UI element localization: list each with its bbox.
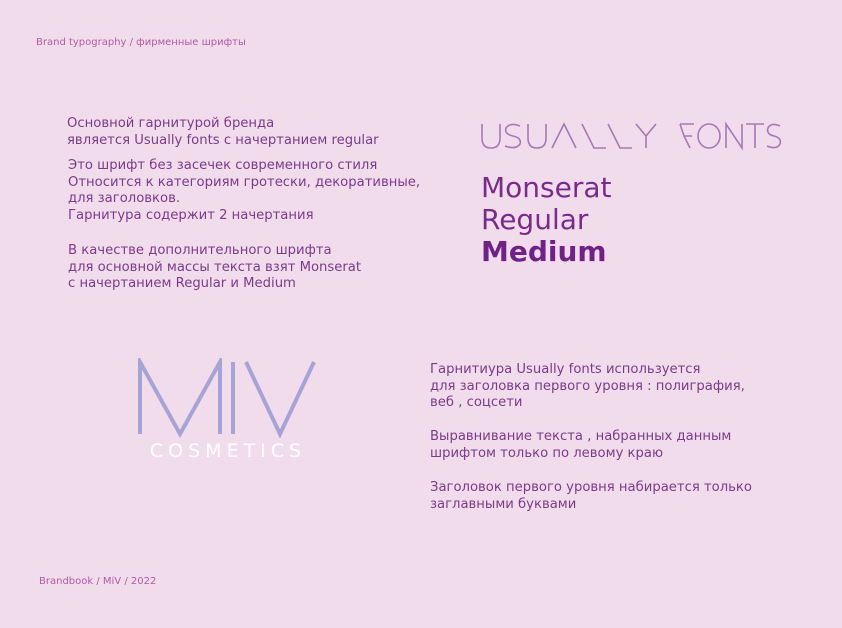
font-name: Monserat <box>481 171 612 204</box>
display-font-sample <box>480 120 782 152</box>
font-weight-medium: Medium <box>481 235 607 268</box>
usage-text: Гарнитиура Usually fonts используется для заголовка первого уровня : полиграфия, веб , соцсети <box>430 362 745 411</box>
description-text: Это шрифт без засечек современного стиля Относится к категориям гротески, декоративные, для заголовков. Гарнитура содержит 2 начертания <box>68 158 421 223</box>
header-label: Brand typography / фирменные шрифты <box>36 37 246 48</box>
logo-subtitle: COSMETICS <box>149 440 307 462</box>
extra-font-text: В качестве дополнительного шрифта для основной массы текста взят Monserat с начертанием Regular и Medium <box>68 243 362 292</box>
miv-logo <box>138 358 318 468</box>
alignment-text: Выравнивание текста , набранных данным шрифтом только по левому краю <box>430 429 732 461</box>
secondary-font-sample <box>481 172 612 268</box>
intro-text: Основной гарнитурой бренда является Usually fonts с начертанием regular <box>67 116 379 148</box>
font-weight-regular: Regular <box>481 203 589 236</box>
caps-text: Заголовок первого уровня набирается только заглавными буквами <box>430 480 752 512</box>
footer-label: Brandbook / MiV / 2022 <box>39 576 157 587</box>
miv-logo-mark <box>138 358 318 438</box>
